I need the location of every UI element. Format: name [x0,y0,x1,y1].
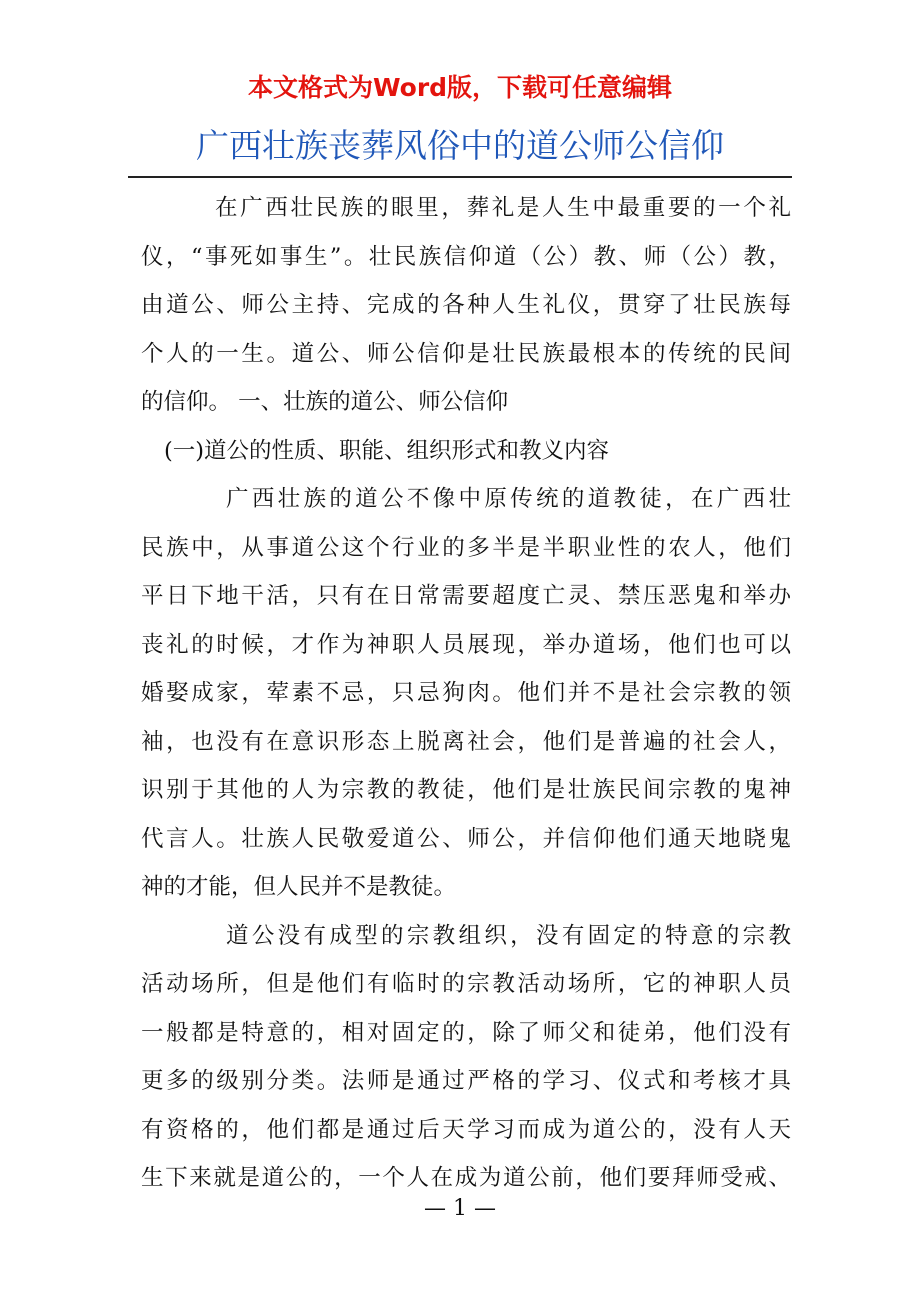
paragraph-line: 丧礼的时候，才作为神职人员展现，举办道场，他们也可以 [141,631,791,658]
document-title: 广西壮族丧葬风俗中的道公师公信仰 [196,126,724,165]
paragraph-line: 民族中，从事道公这个行业的多半是半职业性的农人，他们 [141,534,791,561]
paragraph-line: 生下来就是道公的，一个人在成为道公前，他们要拜师受戒、 [141,1165,791,1191]
paragraph-line: 仪，“事死如事生”。壮民族信仰道（公）教、师（公）教， [141,243,791,270]
paragraph-line: 道公没有成型的宗教组织，没有固定的特意的宗教 [226,922,791,949]
paragraph-line: 一般都是特意的，相对固定的，除了师父和徒弟，他们没有 [141,1019,791,1046]
paragraph-line: 袖，也没有在意识形态上脱离社会，他们是普遍的社会人， [141,728,791,755]
paragraph-line: 在广西壮民族的眼里，葬礼是人生中最重要的一个礼 [215,195,791,221]
paragraph-line: 更多的级别分类。法师是通过严格的学习、仪式和考核才具 [141,1068,791,1094]
paragraph-line: 代言人。壮族人民敬爱道公、师公，并信仰他们通天地晓鬼 [141,825,791,852]
page-number: — 1 — [424,1196,496,1221]
document-body [141,184,791,1203]
paragraph-line: 有资格的，他们都是通过后天学习而成为道公的，没有人天 [141,1116,791,1143]
paragraph-line: 婚娶成家，荤素不忌，只忌狗肉。他们并不是社会宗教的领 [141,680,791,706]
section-heading: (一)道公的性质、职能、组织形式和教义内容 [164,437,610,464]
paragraph-line: 的信仰。 一、壮族的道公、师公信仰 [141,389,509,415]
paragraph-line: 个人的一生。道公、师公信仰是壮民族最根本的传统的民间 [141,340,791,367]
paragraph-line: 神的才能，但人民并不是教徒。 [141,874,457,900]
format-notice: 本文格式为Word版，下载可任意编辑 [247,73,673,102]
paragraph-line: 广西壮族的道公不像中原传统的道教徒，在广西壮 [226,486,791,512]
paragraph-line: 平日下地干活，只有在日常需要超度亡灵、禁压恶鬼和举办 [141,583,791,609]
paragraph-line: 识别于其他的人为宗教的教徒，他们是壮族民间宗教的鬼神 [141,777,791,803]
paragraph-line: 活动场所，但是他们有临时的宗教活动场所，它的神职人员 [141,971,791,997]
title-divider [128,176,792,178]
paragraph-line: 由道公、师公主持、完成的各种人生礼仪，贯穿了壮民族每 [141,292,791,318]
